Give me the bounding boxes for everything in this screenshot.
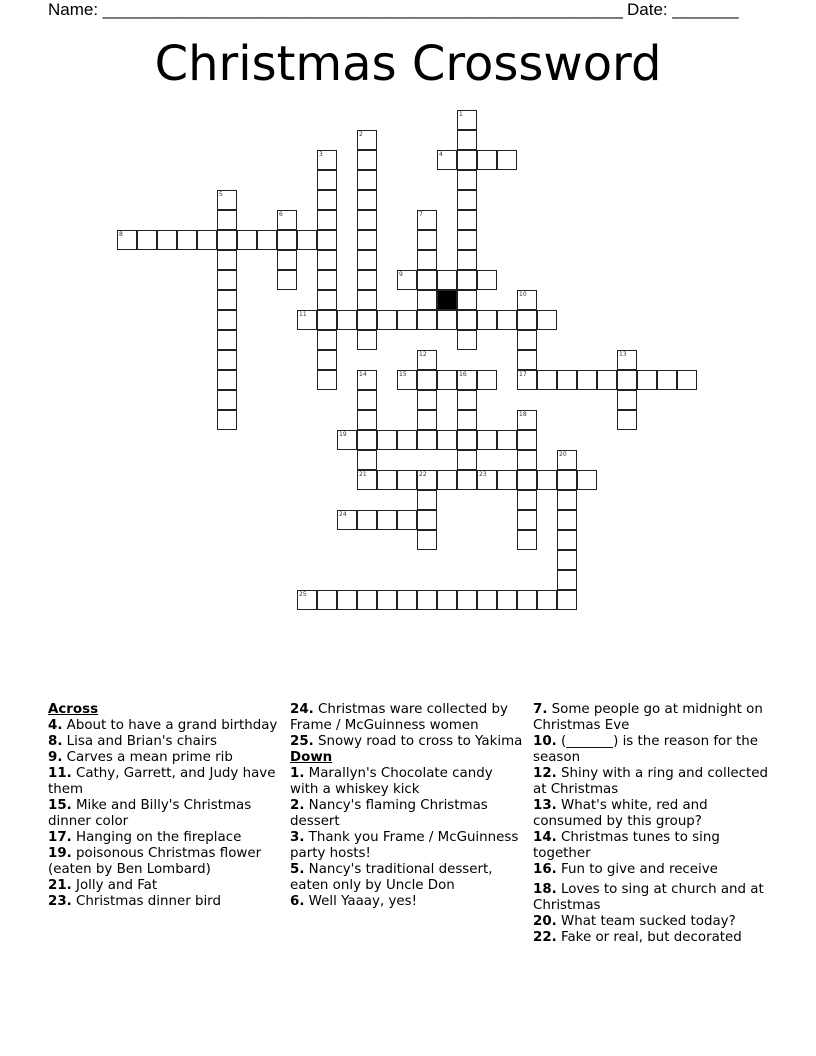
grid-cell[interactable] — [457, 410, 477, 430]
cell-number: 12 — [419, 351, 427, 358]
grid-cell[interactable] — [317, 190, 337, 210]
grid-cell[interactable] — [257, 230, 277, 250]
grid-cell[interactable] — [457, 310, 477, 330]
grid-cell[interactable] — [217, 250, 237, 270]
clue-across-11: 11. Cathy, Garrett, and Judy have them — [48, 766, 276, 797]
grid-cell[interactable] — [317, 270, 337, 290]
grid-cell[interactable] — [457, 110, 477, 130]
cell-number: 18 — [519, 411, 527, 418]
clue-down-1: 1. Marallyn's Chocolate candy with a whiskey kick — [290, 766, 493, 797]
grid-cell[interactable] — [217, 310, 237, 330]
grid-cell[interactable] — [517, 330, 537, 350]
grid-cell[interactable] — [457, 390, 477, 410]
cell-number: 23 — [479, 471, 487, 478]
grid-cell[interactable] — [517, 470, 537, 490]
grid-cell[interactable] — [357, 370, 377, 390]
grid-cell[interactable] — [457, 290, 477, 310]
grid-cell[interactable] — [397, 470, 417, 490]
clue-down-3: 3. Thank you Frame / McGuinness party hosts! — [290, 830, 519, 861]
clue-across-24: 24. Christmas ware collected by Frame / McGuinness women — [290, 702, 508, 733]
grid-cell[interactable] — [517, 510, 537, 530]
grid-cell[interactable] — [137, 230, 157, 250]
clue-down-13: 13. What's white, red and consumed by this group? — [533, 798, 708, 829]
cell-number: 11 — [299, 311, 307, 318]
cell-number: 8 — [119, 231, 123, 238]
grid-cell[interactable] — [557, 470, 577, 490]
name-field[interactable]: Name: _______________________________________________________ — [48, 0, 623, 19]
grid-cell[interactable] — [677, 370, 697, 390]
grid-cell[interactable] — [457, 130, 477, 150]
grid-cell[interactable] — [317, 350, 337, 370]
grid-cell[interactable] — [317, 290, 337, 310]
grid-cell[interactable] — [357, 390, 377, 410]
grid-cell[interactable] — [317, 370, 337, 390]
grid-cell[interactable] — [437, 310, 457, 330]
black-cell — [437, 290, 457, 310]
across-heading: Across — [48, 702, 99, 717]
grid-cell[interactable] — [477, 430, 497, 450]
grid-cell[interactable] — [497, 310, 517, 330]
grid-cell[interactable] — [277, 210, 297, 230]
grid-cell[interactable] — [377, 590, 397, 610]
grid-cell[interactable] — [357, 250, 377, 270]
grid-cell[interactable] — [437, 150, 457, 170]
grid-cell[interactable] — [657, 370, 677, 390]
clue-across-21: 21. Jolly and Fat — [48, 878, 158, 893]
grid-cell[interactable] — [377, 430, 397, 450]
grid-cell[interactable] — [417, 390, 437, 410]
grid-cell[interactable] — [357, 590, 377, 610]
cell-number: 6 — [279, 211, 283, 218]
grid-cell[interactable] — [417, 590, 437, 610]
grid-cell[interactable] — [517, 350, 537, 370]
grid-cell[interactable] — [537, 470, 557, 490]
grid-cell[interactable] — [417, 370, 437, 390]
clue-down-20: 20. What team sucked today? — [533, 914, 736, 929]
cell-number: 15 — [399, 371, 407, 378]
grid-cell[interactable] — [637, 370, 657, 390]
grid-cell[interactable] — [517, 290, 537, 310]
grid-cell[interactable] — [557, 530, 577, 550]
grid-cell[interactable] — [277, 270, 297, 290]
grid-cell[interactable] — [317, 230, 337, 250]
page-title: Christmas Crossword — [154, 36, 662, 92]
cell-number: 25 — [299, 591, 307, 598]
grid-cell[interactable] — [557, 510, 577, 530]
grid-cell[interactable] — [417, 250, 437, 270]
grid-cell[interactable] — [357, 270, 377, 290]
grid-cell[interactable] — [477, 150, 497, 170]
grid-cell[interactable] — [397, 510, 417, 530]
grid-cell[interactable] — [457, 470, 477, 490]
clue-down-18: 18. Loves to sing at church and at Christmas — [533, 882, 764, 913]
grid-cell[interactable] — [537, 370, 557, 390]
grid-cell[interactable] — [577, 370, 597, 390]
clue-across-19: 19. poisonous Christmas flower (eaten by Ben Lombard) — [48, 846, 262, 877]
grid-cell[interactable] — [417, 290, 437, 310]
grid-cell[interactable] — [457, 230, 477, 250]
grid-cell[interactable] — [517, 530, 537, 550]
grid-cell[interactable] — [457, 270, 477, 290]
grid-cell[interactable] — [537, 590, 557, 610]
grid-cell[interactable] — [437, 590, 457, 610]
grid-cell[interactable] — [537, 310, 557, 330]
clue-across-9: 9. Carves a mean prime rib — [48, 750, 233, 765]
grid-cell[interactable] — [297, 310, 317, 330]
grid-cell[interactable] — [437, 270, 457, 290]
grid-cell[interactable] — [457, 170, 477, 190]
grid-cell[interactable] — [357, 210, 377, 230]
grid-cell[interactable] — [477, 590, 497, 610]
grid-cell[interactable] — [357, 130, 377, 150]
grid-cell[interactable] — [517, 310, 537, 330]
cell-number: 22 — [419, 471, 427, 478]
grid-cell[interactable] — [317, 210, 337, 230]
clue-down-16: 16. Fun to give and receive — [533, 862, 718, 877]
clues-column-2 — [290, 702, 525, 910]
grid-cell[interactable] — [477, 370, 497, 390]
cell-number: 9 — [399, 271, 403, 278]
grid-cell[interactable] — [277, 250, 297, 270]
grid-cell[interactable] — [617, 350, 637, 370]
clues-column-1 — [48, 702, 278, 910]
grid-cell[interactable] — [437, 430, 457, 450]
clue-down-2: 2. Nancy's flaming Christmas dessert — [290, 798, 488, 829]
grid-cell[interactable] — [317, 170, 337, 190]
grid-cell[interactable] — [417, 510, 437, 530]
cell-number: 1 — [459, 111, 463, 118]
grid-cell[interactable] — [417, 350, 437, 370]
grid-cell[interactable] — [457, 370, 477, 390]
grid-cell[interactable] — [517, 450, 537, 470]
clue-down-22: 22. Fake or real, but decorated — [533, 930, 742, 945]
grid-cell[interactable] — [577, 470, 597, 490]
grid-cell[interactable] — [457, 450, 477, 470]
grid-cell[interactable] — [477, 310, 497, 330]
cell-number: 3 — [319, 151, 323, 158]
grid-cell[interactable] — [457, 330, 477, 350]
grid-cell[interactable] — [417, 410, 437, 430]
grid-cell[interactable] — [217, 410, 237, 430]
grid-cell[interactable] — [377, 310, 397, 330]
grid-cell[interactable] — [517, 410, 537, 430]
grid-cell[interactable] — [117, 230, 137, 250]
grid-cell[interactable] — [617, 390, 637, 410]
grid-cell[interactable] — [297, 230, 317, 250]
grid-cell[interactable] — [617, 370, 637, 390]
grid-cell[interactable] — [417, 530, 437, 550]
grid-cell[interactable] — [497, 590, 517, 610]
grid-cell[interactable] — [417, 210, 437, 230]
grid-cell[interactable] — [557, 570, 577, 590]
grid-cell[interactable] — [497, 470, 517, 490]
grid-cell[interactable] — [357, 510, 377, 530]
grid-cell[interactable] — [417, 490, 437, 510]
clue-down-10: 10. (_______) is the reason for the season — [533, 734, 758, 765]
grid-cell[interactable] — [317, 590, 337, 610]
cell-number: 10 — [519, 291, 527, 298]
grid-cell[interactable] — [517, 370, 537, 390]
grid-cell[interactable] — [557, 550, 577, 570]
grid-cell[interactable] — [357, 470, 377, 490]
grid-cell[interactable] — [517, 590, 537, 610]
grid-cell[interactable] — [417, 270, 437, 290]
grid-cell[interactable] — [357, 150, 377, 170]
grid-cell[interactable] — [217, 210, 237, 230]
cell-number: 17 — [519, 371, 527, 378]
grid-cell[interactable] — [357, 290, 377, 310]
grid-cell[interactable] — [317, 330, 337, 350]
grid-cell[interactable] — [197, 230, 217, 250]
grid-cell[interactable] — [337, 430, 357, 450]
cell-number: 16 — [459, 371, 467, 378]
grid-cell[interactable] — [157, 230, 177, 250]
clue-down-12: 12. Shiny with a ring and collected at Christmas — [533, 766, 769, 797]
grid-cell[interactable] — [337, 310, 357, 330]
grid-cell[interactable] — [357, 430, 377, 450]
grid-cell[interactable] — [457, 250, 477, 270]
cell-number: 19 — [339, 431, 347, 438]
cell-number: 7 — [419, 211, 423, 218]
clue-down-6: 6. Well Yaaay, yes! — [290, 894, 417, 909]
grid-cell[interactable] — [457, 210, 477, 230]
grid-cell[interactable] — [397, 270, 417, 290]
clue-across-8: 8. Lisa and Brian's chairs — [48, 734, 218, 749]
down-heading: Down — [290, 750, 333, 765]
cell-number: 5 — [219, 191, 223, 198]
cell-number: 4 — [439, 151, 443, 158]
clue-across-15: 15. Mike and Billy's Christmas dinner color — [48, 798, 252, 829]
clue-across-4: 4. About to have a grand birthday — [48, 718, 278, 733]
grid-cell[interactable] — [357, 450, 377, 470]
grid-cell[interactable] — [237, 230, 257, 250]
grid-cell[interactable] — [517, 490, 537, 510]
clue-across-17: 17. Hanging on the fireplace — [48, 830, 242, 845]
grid-cell[interactable] — [357, 330, 377, 350]
grid-cell[interactable] — [337, 510, 357, 530]
grid-cell[interactable] — [557, 450, 577, 470]
grid-cell[interactable] — [277, 230, 297, 250]
grid-cell[interactable] — [217, 370, 237, 390]
grid-cell[interactable] — [217, 330, 237, 350]
grid-cell[interactable] — [357, 190, 377, 210]
grid-cell[interactable] — [317, 310, 337, 330]
grid-cell[interactable] — [477, 470, 497, 490]
grid-cell[interactable] — [357, 310, 377, 330]
grid-cell[interactable] — [417, 310, 437, 330]
grid-cell[interactable] — [377, 470, 397, 490]
grid-cell[interactable] — [317, 250, 337, 270]
cell-number: 14 — [359, 371, 367, 378]
clues-column-3 — [533, 702, 773, 946]
grid-cell[interactable] — [597, 370, 617, 390]
grid-cell[interactable] — [557, 590, 577, 610]
grid-cell[interactable] — [297, 590, 317, 610]
cell-number: 24 — [339, 511, 347, 518]
grid-cell[interactable] — [317, 150, 337, 170]
grid-cell[interactable] — [417, 230, 437, 250]
grid-cell[interactable] — [497, 430, 517, 450]
cell-number: 21 — [359, 471, 367, 478]
grid-cell[interactable] — [357, 170, 377, 190]
clue-down-7: 7. Some people go at midnight on Christmas Eve — [533, 702, 763, 733]
grid-cell[interactable] — [497, 150, 517, 170]
grid-cell[interactable] — [397, 370, 417, 390]
grid-cell[interactable] — [217, 350, 237, 370]
grid-cell[interactable] — [217, 270, 237, 290]
clue-across-25: 25. Snowy road to cross to Yakima — [290, 734, 523, 749]
grid-cell[interactable] — [437, 470, 457, 490]
grid-cell[interactable] — [357, 410, 377, 430]
grid-cell[interactable] — [217, 190, 237, 210]
grid-cell[interactable] — [377, 510, 397, 530]
cell-number: 13 — [619, 351, 627, 358]
grid-cell[interactable] — [337, 590, 357, 610]
grid-cell[interactable] — [417, 430, 437, 450]
grid-cell[interactable] — [457, 590, 477, 610]
cell-number: 20 — [559, 451, 567, 458]
grid-cell[interactable] — [217, 290, 237, 310]
grid-cell[interactable] — [457, 430, 477, 450]
grid-cell[interactable] — [397, 430, 417, 450]
grid-cell[interactable] — [517, 430, 537, 450]
grid-cell[interactable] — [477, 270, 497, 290]
date-field[interactable]: Date: _______ — [627, 0, 739, 19]
grid-cell[interactable] — [617, 410, 637, 430]
grid-cell[interactable] — [397, 590, 417, 610]
grid-cell[interactable] — [217, 390, 237, 410]
grid-cell[interactable] — [357, 230, 377, 250]
clue-across-23: 23. Christmas dinner bird — [48, 894, 221, 909]
grid-cell[interactable] — [557, 490, 577, 510]
grid-cell[interactable] — [217, 230, 237, 250]
grid-cell[interactable] — [437, 370, 457, 390]
cell-number: 2 — [359, 131, 363, 138]
clue-down-14: 14. Christmas tunes to sing together — [533, 830, 720, 861]
grid-cell[interactable] — [397, 310, 417, 330]
grid-cell[interactable] — [417, 470, 437, 490]
clue-down-5: 5. Nancy's traditional dessert, eaten only by Uncle Don — [290, 862, 493, 893]
grid-cell[interactable] — [177, 230, 197, 250]
grid-cell[interactable] — [457, 190, 477, 210]
grid-cell[interactable] — [457, 150, 477, 170]
grid-cell[interactable] — [557, 370, 577, 390]
